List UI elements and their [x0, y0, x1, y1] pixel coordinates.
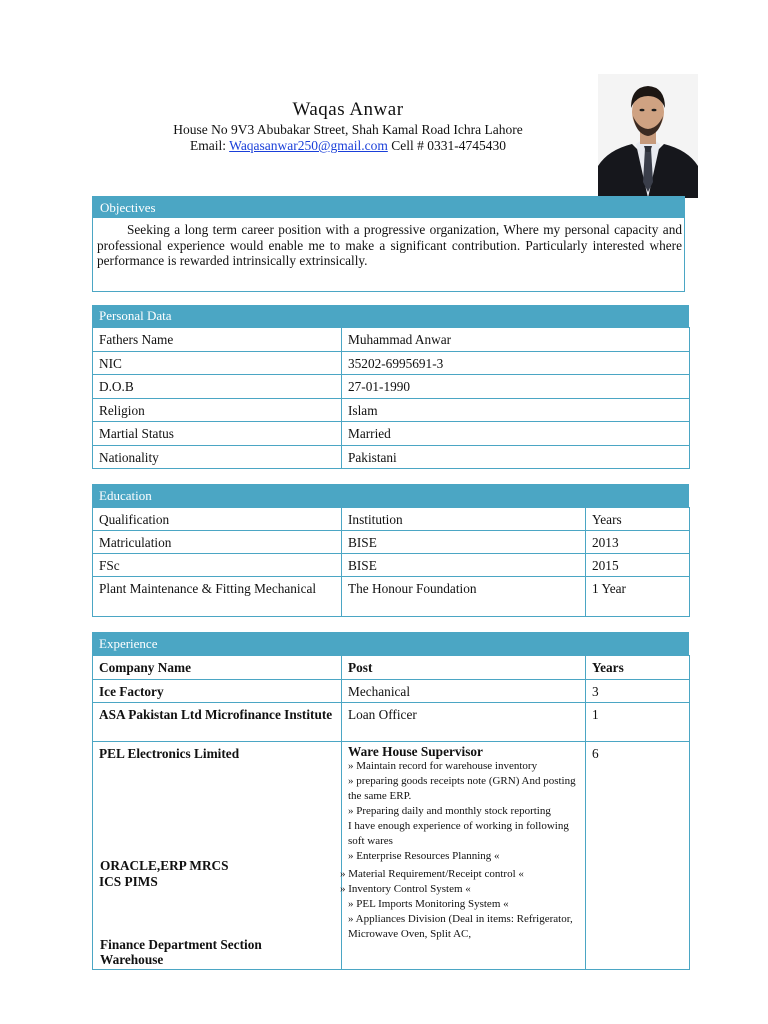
field-value: Islam: [342, 398, 690, 422]
duty-item: » Material Requirement/Receipt control «: [340, 868, 524, 880]
institution-cell: The Honour Foundation: [342, 577, 586, 617]
duty-item: » Appliances Division (Deal in items: Refrigerator, Microwave Oven, Split AC,: [348, 913, 573, 940]
education-header-row: [93, 508, 690, 531]
header-cell: Qualification: [93, 508, 342, 531]
field-label: D.O.B: [93, 375, 342, 399]
years-cell: 6: [586, 742, 690, 970]
table-row: [93, 531, 690, 554]
table-row: [93, 445, 690, 469]
duty-item: » Inventory Control System «: [340, 883, 471, 895]
experience-header-row: [93, 656, 690, 680]
header-cell: Post: [342, 656, 586, 680]
field-label: NIC: [93, 351, 342, 375]
duty-item: I have enough experience of working in following soft wares: [348, 820, 569, 847]
qualification-cell: Matriculation: [93, 531, 342, 554]
table-row: [93, 577, 690, 617]
table-row: [93, 680, 690, 703]
table-row: [93, 554, 690, 577]
table-row: [93, 351, 690, 375]
header-cell: Company Name: [93, 656, 342, 680]
company-cell: Ice Factory: [93, 680, 342, 703]
pel-software-2: ICS PIMS: [99, 874, 158, 889]
company-cell: [93, 742, 342, 970]
objectives-text: Seeking a long term career position with a progressive organization, Where my personal capacity and professional experience would enable me to make a significant contribution. Particularly interested where performance is rewarded intrinsically extrinsically.: [97, 222, 682, 268]
company-cell: ASA Pakistan Ltd Microfinance Institute: [93, 703, 342, 742]
duty-item: » PEL Imports Monitoring System «: [348, 898, 509, 910]
field-label: Martial Status: [93, 422, 342, 446]
years-cell: 1 Year: [586, 577, 690, 617]
personal-data-section: [92, 305, 689, 469]
years-cell: 1: [586, 703, 690, 742]
table-row: [93, 375, 690, 399]
field-value: 35202-6995691-3: [342, 351, 690, 375]
pel-software: ORACLE,ERP MRCS: [100, 858, 229, 873]
personal-data-table: [92, 327, 690, 469]
header-cell: Years: [586, 508, 690, 531]
duty-item: » Maintain record for warehouse inventory: [348, 760, 538, 772]
post-cell: Loan Officer: [342, 703, 586, 742]
table-row: [93, 422, 690, 446]
personal-data-heading: Personal Data: [92, 305, 689, 327]
years-cell: 3: [586, 680, 690, 703]
post-cell: [342, 742, 586, 970]
post-cell: Mechanical: [342, 680, 586, 703]
qualification-cell: Plant Maintenance & Fitting Mechanical: [93, 577, 342, 617]
objectives-heading: Objectives: [93, 197, 684, 218]
contact-line: [0, 138, 696, 154]
pel-post: Ware House Supervisor: [348, 744, 483, 759]
field-label: Religion: [93, 398, 342, 422]
field-value: 27-01-1990: [342, 375, 690, 399]
institution-cell: BISE: [342, 531, 586, 554]
duty-item: » Enterprise Resources Planning «: [348, 850, 500, 862]
email-link[interactable]: Waqasanwar250@gmail.com: [229, 138, 388, 153]
education-table: [92, 507, 690, 617]
pel-department: Finance Department Section Warehouse: [100, 937, 262, 967]
profile-photo: [598, 74, 698, 198]
address: House No 9V3 Abubakar Street, Shah Kamal Road Ichra Lahore: [173, 122, 523, 137]
field-value: Muhammad Anwar: [342, 328, 690, 352]
candidate-name: Waqas Anwar: [292, 99, 404, 120]
email-label: Email:: [190, 138, 230, 153]
pel-company: PEL Electronics Limited: [99, 746, 240, 761]
table-row: [93, 398, 690, 422]
duty-item: » preparing goods receipts note (GRN) And posting the same ERP.: [348, 775, 576, 802]
experience-table: [92, 655, 690, 970]
experience-section: [92, 632, 689, 970]
experience-heading: Experience: [92, 632, 689, 655]
objectives-section: [92, 196, 685, 292]
header-cell: Years: [586, 656, 690, 680]
field-label: Fathers Name: [93, 328, 342, 352]
field-value: Pakistani: [342, 445, 690, 469]
field-label: Nationality: [93, 445, 342, 469]
institution-cell: BISE: [342, 554, 586, 577]
education-heading: Education: [92, 484, 689, 507]
table-row: [93, 742, 690, 970]
table-row: [93, 328, 690, 352]
header-cell: Institution: [342, 508, 586, 531]
duty-item: » Preparing daily and monthly stock reporting: [348, 805, 551, 817]
years-cell: 2013: [586, 531, 690, 554]
years-cell: 2015: [586, 554, 690, 577]
cell-number: Cell # 0331-4745430: [387, 138, 506, 153]
table-row: [93, 703, 690, 742]
education-section: [92, 484, 689, 617]
qualification-cell: FSc: [93, 554, 342, 577]
field-value: Married: [342, 422, 690, 446]
